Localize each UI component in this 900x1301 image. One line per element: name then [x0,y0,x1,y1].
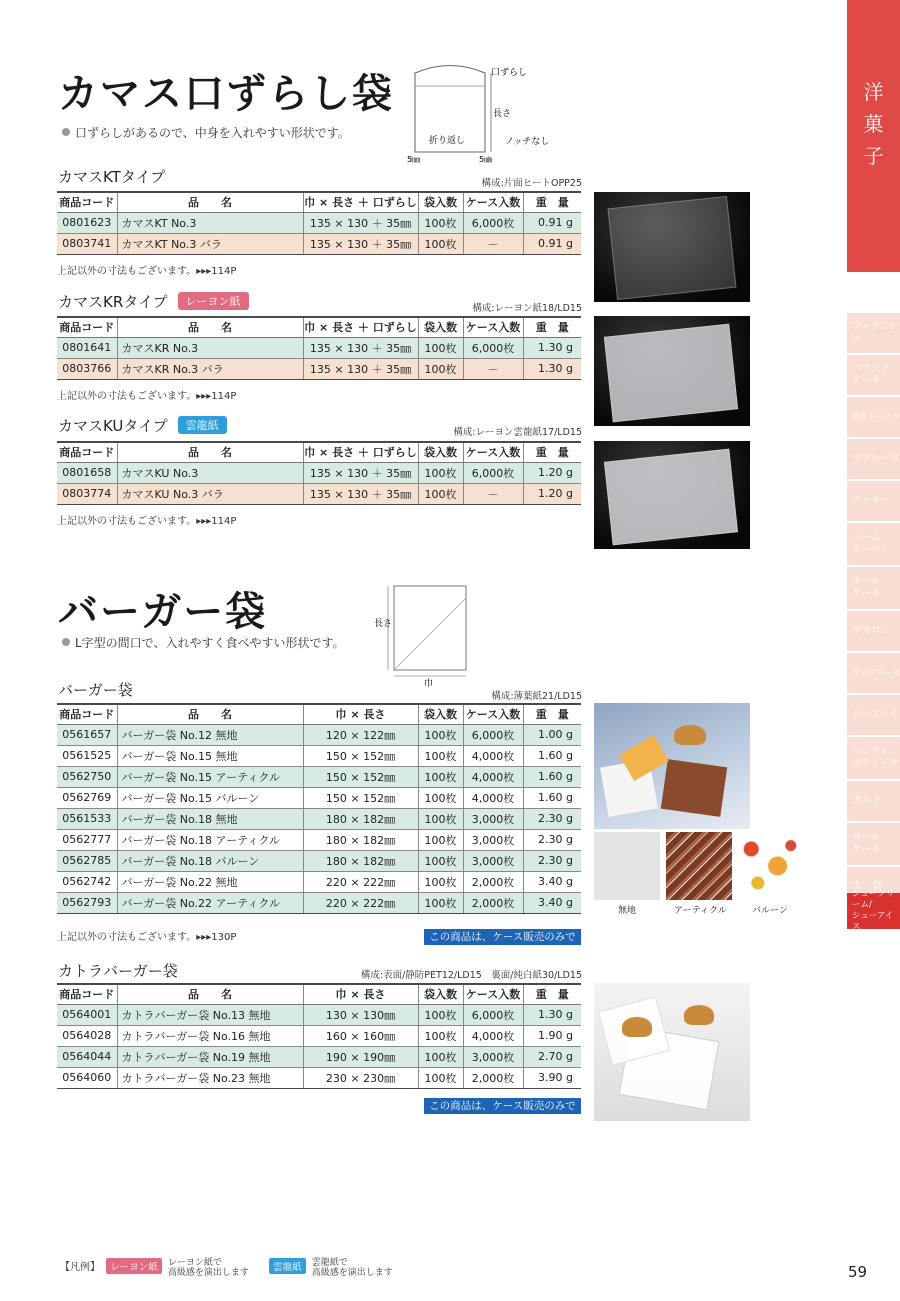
pack-qty-cell: 100枚 [418,808,463,829]
column-header: ケース入数 [463,192,523,212]
case-qty-cell: 3,000枚 [463,829,523,850]
table-row [57,1025,581,1046]
tab-char-1: 洋 [863,80,884,104]
size-cell: 135 × 130 ＋ 35㎜ [303,337,418,358]
section-title-kamasu: カマス口ずらし袋 [58,70,394,117]
table-row [57,337,581,358]
side-tab-roll-cake[interactable]: ロール ケーキ [847,823,900,865]
section-description-burger: L字型の間口で、入れやすく食べやすい形状です。 [62,634,345,651]
product-name-cell: カトラバーガー袋 No.19 無地 [117,1046,303,1067]
case-qty-cell: 2,000枚 [463,871,523,892]
kr-type-title: カマスKRタイプ レーヨン紙 [58,291,249,312]
product-code-cell: 0564060 [57,1067,117,1088]
burger-table-title: バーガー袋 [58,681,133,699]
column-header: 商品コード [57,192,117,212]
pack-qty-cell: 100枚 [418,233,463,254]
column-header: 重 量 [523,317,581,337]
bullet-icon [62,638,70,646]
side-tab-leaf-pie[interactable]: リーフパイ [847,695,900,735]
column-header: 袋入数 [418,317,463,337]
ku-bag-sheet [604,449,738,546]
kt-composition: 構成:片面ヒートOPP25 [481,178,582,189]
kr-composition: 構成:レーヨン紙18/LD15 [472,303,582,314]
size-cell: 150 × 152㎜ [303,766,418,787]
pack-qty-cell: 100枚 [418,724,463,745]
column-header: ケース入数 [463,317,523,337]
table-row [57,724,581,745]
case-qty-cell: 2,000枚 [463,892,523,913]
table-row [57,358,581,379]
product-name-cell: バーガー袋 No.22 アーティクル [117,892,303,913]
diagram-label-orikaeshi: 折り返し [429,136,466,146]
case-qty-cell: 6,000枚 [463,1004,523,1025]
katora-product-photo [594,983,750,1121]
tab-char-2: 菓 [863,112,884,136]
pack-qty-cell: 100枚 [418,1046,463,1067]
product-code-cell: 0562793 [57,892,117,913]
product-name-cell: バーガー袋 No.18 無地 [117,808,303,829]
size-cell: 150 × 152㎜ [303,787,418,808]
product-name-cell: カトラバーガー袋 No.23 無地 [117,1067,303,1088]
diagram-label-nagasa: 長さ [493,109,512,119]
bullet-icon [62,128,70,136]
product-code-cell: 0561657 [57,724,117,745]
section-title-burger: バーガー袋 [58,588,268,635]
diagram-label-left-mm: 5㎜ [407,155,421,164]
swatch-balloon [738,832,804,900]
kr-size-note: 上記以外の寸法もございます。▸▸▸114P [57,391,237,402]
size-cell: 135 × 130 ＋ 35㎜ [303,212,418,233]
table-header-row [57,317,581,337]
table-row [57,766,581,787]
case-qty-cell: 6,000枚 [463,337,523,358]
column-header: 商品コード [57,984,117,1004]
weight-cell: 1.30 g [523,337,581,358]
weight-cell: 2.70 g [523,1046,581,1067]
pack-qty-cell: 100枚 [418,358,463,379]
case-qty-cell: 4,000枚 [463,1025,523,1046]
column-header: 巾 × 長さ ＋ 口ずらし [303,442,418,462]
column-header: 重 量 [523,192,581,212]
diagram-label-haba: 巾 [424,679,434,689]
size-cell: 220 × 222㎜ [303,892,418,913]
rayon-badge: レーヨン紙 [178,292,249,310]
side-tab-baumkuchen[interactable]: バーム クーヘン [847,523,900,565]
burger-case-note: この商品は、ケース販売のみです。 [424,929,581,945]
table-row [57,233,581,254]
case-qty-cell: 4,000枚 [463,745,523,766]
legend [60,1258,407,1278]
weight-cell: 1.30 g [523,358,581,379]
table-row [57,1004,581,1025]
table-row [57,1067,581,1088]
product-name-cell: カトラバーガー袋 No.13 無地 [117,1004,303,1025]
table-row [57,483,581,504]
pack-qty-cell: 100枚 [418,745,463,766]
product-name-cell: カマスKT No.3 バラ [117,233,303,254]
column-header: 品 名 [117,704,303,724]
table-header-row [57,442,581,462]
case-qty-cell: 6,000枚 [463,212,523,233]
case-qty-cell: 6,000枚 [463,724,523,745]
kr-bag-sheet [604,324,738,423]
table-row [57,745,581,766]
katora-case-note: この商品は、ケース販売のみです。 [424,1098,581,1114]
table-row [57,462,581,483]
weight-cell: 2.30 g [523,829,581,850]
size-cell: 180 × 182㎜ [303,829,418,850]
case-qty-cell: 4,000枚 [463,766,523,787]
kt-table [57,191,581,255]
size-cell: 230 × 230㎜ [303,1067,418,1088]
product-code-cell: 0564001 [57,1004,117,1025]
swatch-article [666,832,732,900]
legend-rayon-text: レーヨン紙で 高級感を演出します [167,1258,249,1278]
katora-composition: 構成:表面/静防PET12/LD15 裏面/純白紙30/LD15 [360,970,582,981]
table-row [57,1046,581,1067]
column-header: 巾 × 長さ [303,704,418,724]
table-row [57,808,581,829]
weight-cell: 1.20 g [523,462,581,483]
column-header: 品 名 [117,442,303,462]
product-name-cell: バーガー袋 No.12 無地 [117,724,303,745]
case-qty-cell: － [463,233,523,254]
kr-table [57,316,581,380]
case-qty-cell: 3,000枚 [463,808,523,829]
product-name-cell: バーガー袋 No.18 アーティクル [117,829,303,850]
legend-unryu-text: 雲龍紙で 高級感を演出します [311,1258,393,1278]
case-qty-cell: 3,000枚 [463,850,523,871]
column-header: 重 量 [523,984,581,1004]
burger-composition: 構成:薄葉紙21/LD15 [491,691,582,702]
product-name-cell: バーガー袋 No.15 アーティクル [117,766,303,787]
table-header-row [57,984,581,1004]
weight-cell: 1.30 g [523,1004,581,1025]
product-name-cell: バーガー袋 No.15 無地 [117,745,303,766]
section-description-kamasu: 口ずらしがあるので、中身を入れやすい形状です。 [62,124,350,141]
product-code-cell: 0562750 [57,766,117,787]
product-name-cell: バーガー袋 No.15 バルーン [117,787,303,808]
pack-qty-cell: 100枚 [418,1004,463,1025]
table-header-row [57,704,581,724]
side-tab-dacquoise[interactable]: ダックワーズ [847,653,900,693]
burger-bun [674,725,706,745]
kamasu-bag-diagram [405,58,565,168]
legend-rayon-badge: レーヨン紙 [106,1258,162,1274]
size-cell: 180 × 182㎜ [303,808,418,829]
ku-type-title: カマスKUタイプ 雲龍紙 [58,415,227,436]
pack-qty-cell: 100枚 [418,829,463,850]
product-code-cell: 0561533 [57,808,117,829]
diagram-label-right-mm: 5㎜ [479,155,493,164]
pack-qty-cell: 100枚 [418,766,463,787]
katora-table [57,983,581,1089]
column-header: 袋入数 [418,704,463,724]
pack-qty-cell: 100枚 [418,787,463,808]
product-code-cell: 0803766 [57,358,117,379]
column-header: ケース入数 [463,442,523,462]
swatch-plain [594,832,660,900]
weight-cell: 2.30 g [523,808,581,829]
product-code-cell: 0803774 [57,483,117,504]
pack-qty-cell: 100枚 [418,212,463,233]
size-cell: 135 × 130 ＋ 35㎜ [303,462,418,483]
legend-prefix: 【凡例】 [60,1262,100,1273]
ku-table [57,441,581,505]
case-qty-cell: 4,000枚 [463,787,523,808]
product-code-cell: 0803741 [57,233,117,254]
burger-table [57,703,581,914]
pack-qty-cell: 100枚 [418,871,463,892]
product-code-cell: 0801658 [57,462,117,483]
weight-cell: 0.91 g [523,233,581,254]
kt-product-photo [594,192,750,302]
column-header: 品 名 [117,192,303,212]
diagram-label-kuchizurashi: 口ずらし [491,68,528,78]
diagram-label-notch: ノッチなし [505,137,550,147]
column-header: ケース入数 [463,704,523,724]
weight-cell: 1.90 g [523,1025,581,1046]
product-name-cell: カマスKU No.3 バラ [117,483,303,504]
weight-cell: 3.40 g [523,892,581,913]
product-name-cell: カトラバーガー袋 No.16 無地 [117,1025,303,1046]
ku-composition: 構成:レーヨン雲龍紙17/LD15 [453,427,582,438]
size-cell: 220 × 222㎜ [303,871,418,892]
product-code-cell: 0561525 [57,745,117,766]
weight-cell: 1.60 g [523,766,581,787]
katora-table-title: カトラバーガー袋 [58,962,178,980]
product-code-cell: 0564028 [57,1025,117,1046]
column-header: 品 名 [117,984,303,1004]
kr-product-photo [594,316,750,426]
column-header: 袋入数 [418,984,463,1004]
side-tab-macaron[interactable]: マカロン [847,611,900,651]
kt-bag-sheet [608,196,737,300]
size-cell: 150 × 152㎜ [303,745,418,766]
case-qty-cell: － [463,483,523,504]
weight-cell: 1.60 g [523,787,581,808]
side-tab-choux-cream[interactable]: シュークリーム/ シューアイス [847,893,900,929]
weight-cell: 3.90 g [523,1067,581,1088]
side-tab-large-bag[interactable]: 大 袋 [847,867,900,907]
product-code-cell: 0562769 [57,787,117,808]
table-row [57,892,581,913]
side-tab-pound-cake[interactable]: パウンド ケーキ [847,355,900,395]
size-cell: 180 × 182㎜ [303,850,418,871]
caption-article: アーティクル [674,906,727,916]
pack-qty-cell: 100枚 [418,1067,463,1088]
kt-type-title: カマスKTタイプ [58,168,166,186]
product-name-cell: カマスKR No.3 バラ [117,358,303,379]
column-header: 重 量 [523,704,581,724]
case-qty-cell: － [463,358,523,379]
weight-cell: 1.20 g [523,483,581,504]
product-code-cell: 0801623 [57,212,117,233]
ku-product-photo [594,441,750,549]
column-header: 巾 × 長さ [303,984,418,1004]
side-tab-tart[interactable]: タルト [847,781,900,821]
column-header: 商品コード [57,704,117,724]
size-cell: 135 × 130 ＋ 35㎜ [303,233,418,254]
diagram-label-nagasa: 長さ [374,619,393,629]
caption-plain: 無地 [618,906,637,916]
column-header: 重 量 [523,442,581,462]
column-header: 巾 × 長さ ＋ 口ずらし [303,192,418,212]
size-cell: 135 × 130 ＋ 35㎜ [303,483,418,504]
product-name-cell: カマスKR No.3 [117,337,303,358]
case-qty-cell: 3,000枚 [463,1046,523,1067]
weight-cell: 1.60 g [523,745,581,766]
case-qty-cell: 2,000枚 [463,1067,523,1088]
weight-cell: 2.30 g [523,850,581,871]
size-cell: 120 × 122㎜ [303,724,418,745]
product-code-cell: 0562785 [57,850,117,871]
category-tab-yougashi[interactable] [847,0,900,272]
product-name-cell: バーガー袋 No.22 無地 [117,871,303,892]
table-row [57,212,581,233]
tab-char-3: 子 [863,144,884,168]
katora-burger-right [684,1005,714,1025]
table-header-row [57,192,581,212]
product-name-cell: カマスKT No.3 [117,212,303,233]
column-header: 巾 × 長さ ＋ 口ずらし [303,317,418,337]
pack-qty-cell: 100枚 [418,483,463,504]
table-row [57,787,581,808]
side-tab-financier[interactable]: フィナンシェ [847,313,900,353]
column-header: 袋入数 [418,442,463,462]
side-tab-whole-cake[interactable]: ホール ケーキ [847,567,900,609]
column-header: ケース入数 [463,984,523,1004]
column-header: 商品コード [57,442,117,462]
unryu-badge: 雲龍紙 [178,416,227,434]
weight-cell: 3.40 g [523,871,581,892]
ku-size-note: 上記以外の寸法もございます。▸▸▸114P [57,516,237,527]
product-code-cell: 0801641 [57,337,117,358]
burger-bag-article [661,759,727,817]
pack-qty-cell: 100枚 [418,337,463,358]
product-code-cell: 0562777 [57,829,117,850]
page-number: 59 [848,1263,868,1281]
product-code-cell: 0562742 [57,871,117,892]
product-name-cell: バーガー袋 No.18 バルーン [117,850,303,871]
case-qty-cell: 6,000枚 [463,462,523,483]
column-header: 商品コード [57,317,117,337]
product-code-cell: 0564044 [57,1046,117,1067]
size-cell: 190 × 190㎜ [303,1046,418,1067]
pack-qty-cell: 100枚 [418,850,463,871]
pack-qty-cell: 100枚 [418,462,463,483]
side-tab-yaki-donut[interactable]: 焼きドーナツ [847,397,900,437]
pack-qty-cell: 100枚 [418,1025,463,1046]
weight-cell: 0.91 g [523,212,581,233]
column-header: 品 名 [117,317,303,337]
pack-qty-cell: 100枚 [418,892,463,913]
burger-size-note: 上記以外の寸法もございます。▸▸▸130P [57,932,237,943]
table-row [57,871,581,892]
size-cell: 135 × 130 ＋ 35㎜ [303,358,418,379]
size-cell: 160 × 160㎜ [303,1025,418,1046]
table-row [57,850,581,871]
burger-bag-diagram [372,580,482,690]
side-tab-handy-stick[interactable]: ハンディ スティック [847,737,900,779]
side-tab-cookie[interactable]: クッキー [847,481,900,521]
legend-unryu-badge: 雲龍紙 [269,1258,306,1274]
column-header: 袋入数 [418,192,463,212]
side-tab-madeleine[interactable]: マドレーヌ [847,439,900,479]
size-cell: 130 × 130㎜ [303,1004,418,1025]
kt-size-note: 上記以外の寸法もございます。▸▸▸114P [57,266,237,277]
table-row [57,829,581,850]
product-name-cell: カマスKU No.3 [117,462,303,483]
katora-burger-left [622,1017,652,1037]
burger-product-photo [594,703,750,829]
caption-balloon: バルーン [752,906,788,916]
weight-cell: 1.00 g [523,724,581,745]
